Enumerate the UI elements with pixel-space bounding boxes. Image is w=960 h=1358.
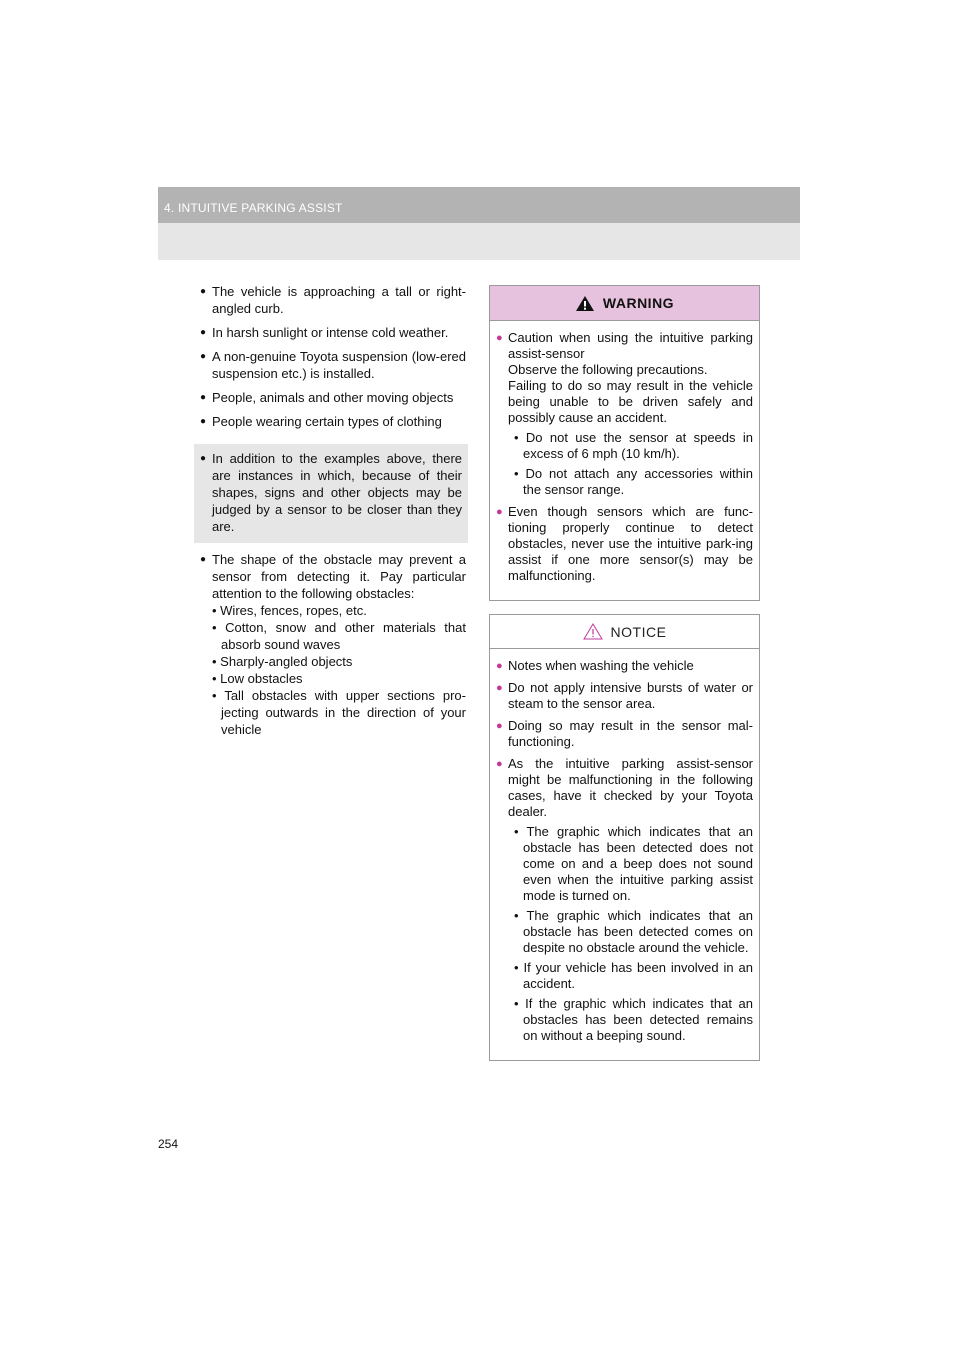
right-column bbox=[489, 285, 760, 1074]
notice-header bbox=[490, 615, 759, 649]
notice-panel bbox=[489, 614, 760, 1061]
notice-item bbox=[496, 756, 753, 1044]
warning-triangle-icon bbox=[575, 295, 595, 312]
list-item: ● A non-genuine Toyota suspension (low-ered suspension etc.) is installed. bbox=[200, 348, 466, 382]
note-box bbox=[194, 444, 468, 543]
notice-item: ● Doing so may result in the sensor mal-functioning. bbox=[496, 718, 753, 750]
notice-sub-item: • If the graphic which indicates that an obstacles has been detected remains on without a beeping sound. bbox=[514, 996, 753, 1043]
warning-header bbox=[490, 286, 759, 320]
left-column bbox=[200, 283, 466, 745]
list-item: ● The vehicle is approaching a tall or right-angled curb. bbox=[200, 283, 466, 317]
notice-body bbox=[490, 649, 759, 1060]
warning-line: ● Caution when using the intuitive parking assist-sensor bbox=[508, 330, 753, 361]
list-item: ● In harsh sunlight or intense cold weather. bbox=[200, 324, 466, 341]
notice-item: ● Notes when washing the vehicle bbox=[496, 658, 753, 674]
section-header bbox=[158, 187, 800, 223]
warning-item: ● Even though sensors which are func-tioning properly continue to detect obstacles, never use the intuitive park-ing assist if one more sensor(s) may be malfunctioning. bbox=[496, 504, 753, 584]
warning-item bbox=[496, 330, 753, 498]
obstacle-intro: ● The shape of the obstacle may prevent a sensor from detecting it. Pay particular attention to the following obstacles: bbox=[212, 552, 466, 601]
obstacle-item: • Tall obstacles with upper sections pro-jecting outwards in the direction of your vehicle bbox=[212, 688, 466, 737]
obstacle-item: • Cotton, snow and other materials that absorb sound waves bbox=[212, 620, 466, 652]
obstacle-item: • Wires, fences, ropes, etc. bbox=[212, 603, 367, 618]
notice-item: ● Do not apply intensive bursts of water or steam to the sensor area. bbox=[496, 680, 753, 712]
notice-line: ● As the intuitive parking assist-sensor might be malfunctioning in the following cases, have it checked by your Toyota dealer. bbox=[508, 756, 753, 819]
notice-sub-item: • If your vehicle has been involved in an accident. bbox=[514, 960, 753, 991]
obstacle-item: • Sharply-angled objects bbox=[212, 654, 353, 669]
list-item: ● People, animals and other moving objects bbox=[200, 389, 466, 406]
note-text: ● In addition to the examples above, there are instances in which, because of their shapes, signs and other objects may be judged by a sensor to be closer than they are. bbox=[200, 450, 462, 535]
section-title: 4. INTUITIVE PARKING ASSIST bbox=[164, 201, 343, 215]
warning-sub-item: • Do not attach any accessories within the sensor range. bbox=[514, 466, 753, 497]
obstacle-item: • Low obstacles bbox=[212, 671, 303, 686]
notice-sub-item: • The graphic which indicates that an obstacle has been detected comes on despite no obstacle around the vehicle. bbox=[514, 908, 753, 955]
warning-line: Observe the following precautions. bbox=[508, 362, 708, 377]
notice-title: NOTICE bbox=[610, 623, 667, 640]
warning-title: WARNING bbox=[602, 295, 675, 311]
obstacle-list bbox=[200, 551, 466, 738]
page-number: 254 bbox=[158, 1137, 179, 1151]
notice-sub-item: • The graphic which indicates that an obstacle has been detected does not come on and a beep does not sound even when the intuitive parking assist mode is turned on. bbox=[514, 824, 753, 903]
warning-body bbox=[490, 320, 759, 600]
list-item: ● People wearing certain types of clothing bbox=[200, 413, 466, 430]
warning-line: Failing to do so may result in the vehicle being unable to be driven safely and possibly cause an accident. bbox=[508, 378, 753, 425]
notice-triangle-icon bbox=[583, 623, 603, 640]
warning-panel bbox=[489, 285, 760, 601]
warning-sub-item: • Do not use the sensor at speeds in excess of 6 mph (10 km/h). bbox=[514, 430, 753, 461]
